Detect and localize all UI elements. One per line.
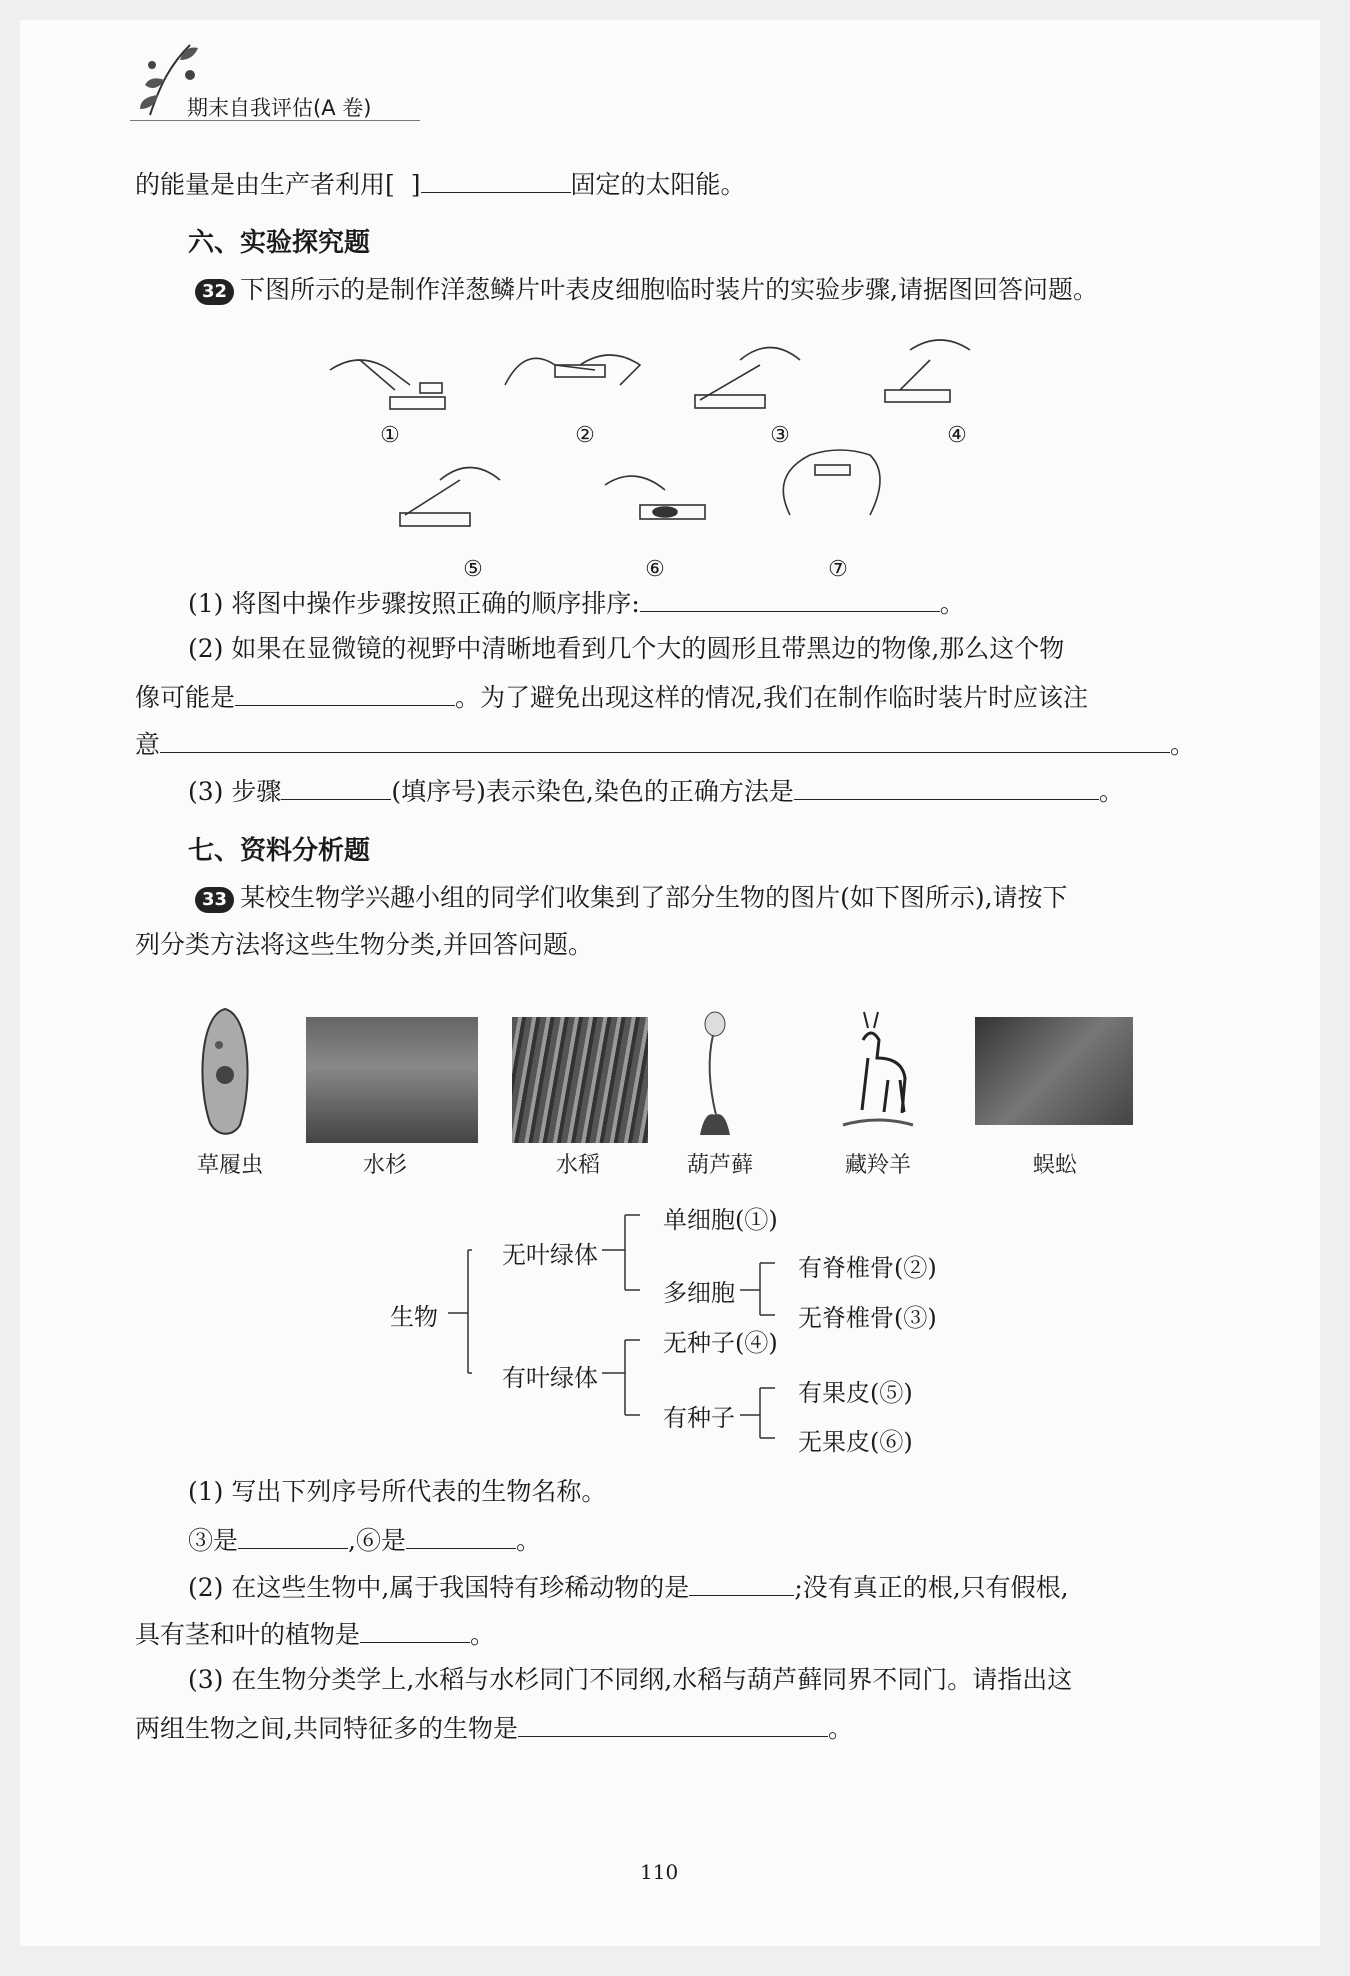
q32-part3: (3) 步骤 (填序号)表示染色,染色的正确方法是 。 xyxy=(188,777,1124,806)
blank[interactable] xyxy=(421,168,571,193)
answer-blank[interactable] xyxy=(160,728,1170,753)
tree-vertebrate: 有脊椎骨(②) xyxy=(798,1254,937,1282)
answer-blank[interactable] xyxy=(640,587,940,612)
organism-label-6: 蜈蚣 xyxy=(1032,1153,1077,1178)
organism-label-3: 水稻 xyxy=(555,1153,600,1178)
tree-no-pericarp: 无果皮(⑥) xyxy=(798,1428,913,1456)
tree-seed: 有种子 xyxy=(663,1404,735,1432)
tree-invertebrate: 无脊椎骨(③) xyxy=(798,1304,937,1332)
tree-multicellular: 多细胞 xyxy=(663,1279,735,1307)
answer-blank[interactable] xyxy=(406,1524,516,1549)
continuation-line: 的能量是由生产者利用[ ] 固定的太阳能。 xyxy=(135,170,746,199)
tree-seedless: 无种子(④) xyxy=(663,1329,778,1357)
header-title: 期末自我评估(A 卷) xyxy=(187,96,372,120)
section-7-title: 七、资料分析题 xyxy=(188,836,371,866)
antelope-image xyxy=(838,1010,918,1140)
centipede-photo xyxy=(975,1017,1133,1125)
answer-blank[interactable] xyxy=(360,1618,470,1643)
step-2-label: ② xyxy=(575,423,595,448)
q32-part2-c: 意 。 xyxy=(135,730,1196,759)
q33-part3-b: 两组生物之间,共同特征多的生物是 。 xyxy=(135,1714,853,1743)
q32-stem: 32 下图所示的是制作洋葱鳞片叶表皮细胞临时装片的实验步骤,请据图回答问题。 xyxy=(195,275,1098,305)
q33-part2-a: (2) 在这些生物中,属于我国特有珍稀动物的是 ;没有真正的根,只有假根, xyxy=(188,1573,1069,1602)
q32-part2-b: 像可能是 。为了避免出现这样的情况,我们在制作临时装片时应该注 xyxy=(135,683,1088,712)
answer-blank[interactable] xyxy=(518,1712,828,1737)
tree-pericarp: 有果皮(⑤) xyxy=(798,1379,913,1407)
step-1-label: ① xyxy=(380,423,400,448)
q32-part2-a: (2) 如果在显微镜的视野中清晰地看到几个大的圆形且带黑边的物像,那么这个物 xyxy=(188,634,1065,663)
paramecium-image xyxy=(195,1005,255,1140)
answer-blank[interactable] xyxy=(281,775,391,800)
answer-blank[interactable] xyxy=(235,681,455,706)
dawn-redwood-photo xyxy=(306,1017,478,1143)
moss-image xyxy=(680,1010,750,1140)
step-7-label: ⑦ xyxy=(828,557,848,582)
tree-no-chlorophyll: 无叶绿体 xyxy=(502,1241,598,1269)
answer-blank[interactable] xyxy=(689,1571,794,1596)
rice-photo xyxy=(512,1017,648,1143)
q33-number: 33 xyxy=(195,887,234,913)
step-5-label: ⑤ xyxy=(463,557,483,582)
q33-stem-2: 列分类方法将这些生物分类,并回答问题。 xyxy=(135,930,593,959)
step-illustrations xyxy=(320,325,1020,555)
tree-root: 生物 xyxy=(390,1303,438,1331)
q33-part1: (1) 写出下列序号所代表的生物名称。 xyxy=(188,1477,607,1506)
q33-part1-answers: ③是 ,⑥是 。 xyxy=(188,1526,541,1555)
header-rule xyxy=(130,120,420,121)
tree-unicellular: 单细胞(①) xyxy=(663,1206,778,1234)
step-4-label: ④ xyxy=(947,423,967,448)
q32-number: 32 xyxy=(195,279,234,305)
organism-label-2: 水杉 xyxy=(362,1153,407,1178)
organism-label-5: 藏羚羊 xyxy=(844,1153,911,1178)
answer-blank[interactable] xyxy=(238,1524,348,1549)
step-6-label: ⑥ xyxy=(645,557,665,582)
q32-part1: (1) 将图中操作步骤按照正确的顺序排序: 。 xyxy=(188,589,965,618)
page xyxy=(20,20,1320,1946)
q33-stem-1: 33 某校生物学兴趣小组的同学们收集到了部分生物的图片(如下图所示),请按下 xyxy=(195,883,1068,913)
page-number: 110 xyxy=(640,1860,679,1884)
organism-label-1: 草履虫 xyxy=(196,1153,263,1178)
answer-blank[interactable] xyxy=(794,775,1099,800)
q33-part2-b: 具有茎和叶的植物是 。 xyxy=(135,1620,496,1649)
organism-label-4: 葫芦藓 xyxy=(686,1153,753,1178)
tree-chlorophyll: 有叶绿体 xyxy=(502,1364,598,1392)
step-3-label: ③ xyxy=(770,423,790,448)
tree-lines xyxy=(440,1205,810,1455)
section-6-title: 六、实验探究题 xyxy=(188,228,371,258)
q33-part3-a: (3) 在生物分类学上,水稻与水杉同门不同纲,水稻与葫芦藓同界不同门。请指出这 xyxy=(188,1665,1073,1694)
